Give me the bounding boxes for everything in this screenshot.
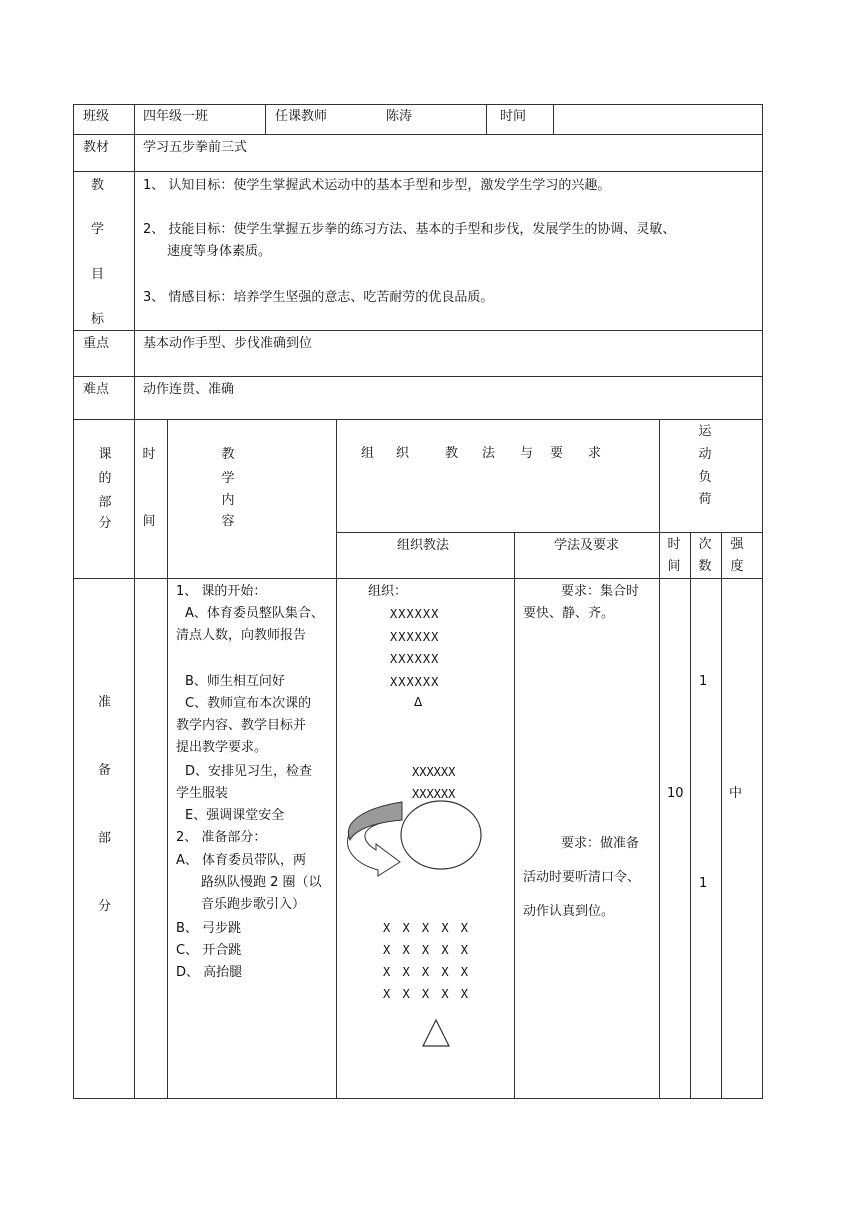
requirement-line: 要快、静、齐。	[523, 606, 615, 621]
org-label: 组织：	[368, 584, 408, 599]
content-line: 清点人数，向教师报告	[176, 628, 307, 643]
grid-line	[265, 104, 266, 134]
grid-line	[762, 104, 763, 1099]
content-line: A、体育委员整队集合、	[185, 606, 324, 621]
formation-row: XXXXXX	[412, 787, 456, 801]
track-circle-icon	[401, 801, 481, 869]
formation-row: XXXXXX	[390, 652, 440, 666]
teacher-triangle-icon	[421, 1018, 451, 1048]
header-char: 分	[98, 516, 112, 531]
prep-char: 部	[98, 831, 112, 846]
header-char: 要	[550, 446, 564, 461]
formation-row: X X X X X	[383, 987, 469, 1001]
difficulty-value: 动作连贯、准确	[143, 382, 235, 397]
goal-item: 1、 认知目标：使学生掌握武术运动中的基本手型和步型，激发学生学习的兴趣。	[143, 178, 611, 193]
content-line: 提出教学要求。	[176, 740, 268, 755]
requirement-line: 要求：做准备	[561, 836, 640, 851]
header-char: 与	[520, 446, 534, 461]
grid-line	[73, 171, 763, 172]
content-line: 路纵队慢跑 2 圈（以	[201, 875, 322, 890]
header-char: 强	[730, 537, 744, 552]
teacher-label: 任课教师	[275, 109, 328, 124]
formation-row: X X X X X	[383, 921, 469, 935]
grid-line	[659, 419, 660, 1099]
running-route-diagram	[338, 796, 488, 878]
teacher-value: 陈涛	[386, 109, 413, 124]
grid-line	[134, 104, 135, 1099]
prep-char: 准	[98, 695, 112, 710]
header-char: 的	[98, 471, 112, 486]
material-label: 教材	[83, 140, 110, 155]
goals-label-char: 目	[91, 267, 105, 282]
requirement-line: 要求：集合时	[561, 584, 640, 599]
key-point-value: 基本动作手型、步伐准确到位	[143, 336, 313, 351]
content-line: B、 弓步跳	[176, 921, 242, 936]
teacher-mark: Δ	[414, 695, 423, 709]
load-intensity-value: 中	[729, 786, 743, 801]
header-char: 教	[221, 447, 235, 462]
grid-line	[73, 134, 763, 135]
grid-line	[553, 104, 554, 134]
goal-item: 2、 技能目标：使学生掌握五步拳的练习方法、基本的手型和步伐，发展学生的协调、灵敏、	[143, 222, 676, 237]
prep-char: 备	[98, 763, 112, 778]
prep-char: 分	[98, 899, 112, 914]
goal-item: 3、 情感目标：培养学生坚强的意志、吃苦耐劳的优良品质。	[143, 290, 494, 305]
header-char: 间	[667, 559, 681, 574]
content-line: D、 高抬腿	[176, 965, 243, 980]
org-method-header: 组织教法	[397, 538, 450, 553]
header-char: 求	[588, 446, 602, 461]
grid-line	[73, 376, 763, 377]
formation-row: XXXXXX	[390, 675, 440, 689]
header-char: 动	[698, 447, 712, 462]
header-char: 组	[361, 446, 375, 461]
content-line: C、 开合跳	[176, 943, 242, 958]
requirement-line: 活动时要听清口令、	[523, 870, 641, 885]
header-char: 间	[142, 514, 156, 529]
grid-line	[690, 532, 691, 1099]
class-label: 班级	[83, 109, 110, 124]
grid-line	[73, 104, 74, 1099]
header-char: 时	[667, 537, 681, 552]
grid-line	[486, 104, 487, 134]
content-line: 学生服装	[176, 786, 229, 801]
formation-row: X X X X X	[383, 965, 469, 979]
content-line: D、安排见习生，检查	[185, 764, 313, 779]
content-line: E、强调课堂安全	[185, 808, 285, 823]
key-point-label: 重点	[83, 336, 110, 351]
goals-label-char: 学	[91, 222, 105, 237]
load-time-value: 10	[667, 786, 684, 801]
header-char: 负	[698, 470, 712, 485]
header-char: 法	[482, 446, 496, 461]
header-char: 教	[445, 446, 459, 461]
grid-line	[167, 419, 168, 1099]
header-char: 部	[98, 495, 112, 510]
difficulty-label: 难点	[83, 382, 110, 397]
content-line: 音乐跑步歌引入）	[201, 897, 306, 912]
header-char: 次	[698, 537, 712, 552]
material-value: 学习五步拳前三式	[143, 140, 248, 155]
header-char: 时	[142, 447, 156, 462]
content-line: B、师生相互问好	[185, 674, 285, 689]
grid-line	[336, 419, 337, 1099]
grid-line	[73, 104, 763, 105]
header-char: 织	[396, 446, 410, 461]
grid-line	[73, 330, 763, 331]
class-value: 四年级一班	[143, 109, 209, 124]
header-char: 内	[221, 493, 235, 508]
grid-line	[721, 532, 722, 1099]
header-char: 容	[221, 514, 235, 529]
content-line: 1、 课的开始：	[176, 584, 267, 599]
requirement-line: 动作认真到位。	[523, 904, 615, 919]
header-char: 荷	[698, 492, 712, 507]
goal-item: 速度等身体素质。	[167, 244, 272, 259]
goals-label-char: 标	[91, 312, 105, 327]
content-line: 教学内容、教学目标并	[176, 718, 307, 733]
header-char: 度	[730, 559, 744, 574]
grid-line	[514, 532, 515, 1099]
time-label: 时间	[500, 109, 527, 124]
load-count-value: 1	[699, 674, 708, 689]
content-line: C、教师宣布本次课的	[185, 696, 312, 711]
header-char: 课	[98, 447, 112, 462]
load-count-value: 1	[699, 876, 708, 891]
header-char: 学	[221, 471, 235, 486]
formation-row: XXXXXX	[390, 630, 440, 644]
content-line: A、 体育委员带队，两	[176, 853, 307, 868]
content-line: 2、 准备部分：	[176, 830, 267, 845]
formation-row: XXXXXX	[412, 765, 456, 779]
study-method-header: 学法及要求	[554, 538, 620, 553]
formation-row: XXXXXX	[390, 607, 440, 621]
formation-row: X X X X X	[383, 943, 469, 957]
header-char: 运	[698, 424, 712, 439]
header-char: 数	[698, 559, 712, 574]
goals-label-char: 教	[91, 178, 105, 193]
